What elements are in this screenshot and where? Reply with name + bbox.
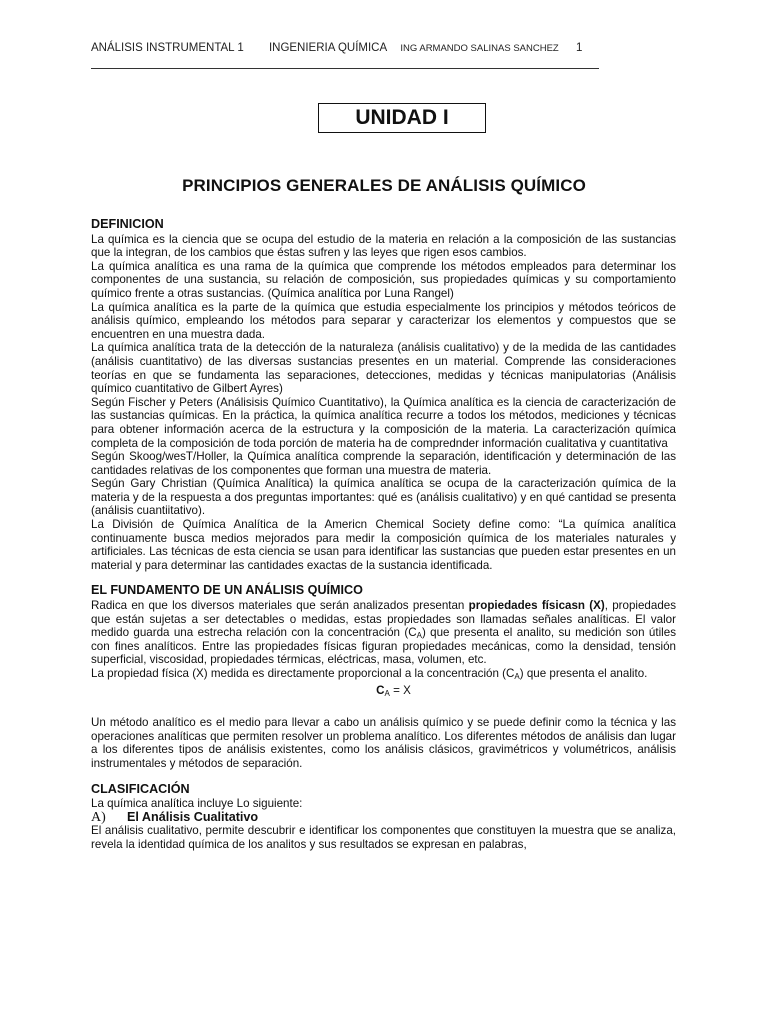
lettered-subheading <box>91 811 676 825</box>
text-run: La propiedad física (X) medida es directamente proporcional a la concentración (C <box>91 667 515 680</box>
paragraph: La División de Química Analítica de la Americn Chemical Society define como: “La química analítica continuamente busca medios mejorados para medir la composición química de los materiales naturales y artificiales. Las técnicas de esta ciencia se usan para identificar las sustancias que pueden estar presentes en un material y para determinar las cantidades exactas de la sustancia identificada. <box>91 518 676 572</box>
paragraph-proporcional <box>91 667 676 681</box>
document-body <box>91 218 676 852</box>
text-run: ) que presenta el analito, su medición son útiles con fines analíticos. Entre las propiedades físicas figuran propiedades mecánicas, como la densidad, tensión superficial, viscosidad, propiedades térmicas, eléctricas, masa, volumen, etc. <box>91 626 676 667</box>
paragraph: Según Skoog/wesT/Holler, la Química analítica comprende la separación, identificación y determinación de las cantidades relativas de los componentes que forman una muestra de materia. <box>91 450 676 477</box>
header-course: ANÁLISIS INSTRUMENTAL 1 <box>91 42 244 54</box>
bold-term: propiedades físicasn (X) <box>468 599 605 613</box>
unit-title-box: UNIDAD I <box>318 103 486 133</box>
paragraph: Según Fischer y Peters (Análisisis Químico Cuantitativo), la Química analítica es la ciencia de caracterización de las sustancias químicas. En la práctica, la química analítica recurre a todos los métodos, mediciones y técnicas para obtener información acerca de la estructura y la composición de la materia. La caracterización química completa de la composición de toda porción de materia ha de comprednder información cualitativa y cuantitativa <box>91 395 676 450</box>
spacer <box>91 700 676 716</box>
subscript: A <box>514 672 520 681</box>
formula-rest: = X <box>389 683 411 697</box>
header-author: ING ARMANDO SALINAS SANCHEZ <box>400 43 559 54</box>
paragraph-cualitativo: El análisis cualitativo, permite descubrir e identificar los componentes que constituyen la muestra que se analiza, revela la identidad química de los analitos y sus resultados se expresan en palabras, <box>91 824 676 851</box>
paragraph: Según Gary Christian (Química Analítica) la química analítica se ocupa de la caracterización química de la materia y de la respuesta a dos preguntas importantes: qué es (análisis cualitativo) y en qué cantidad se presenta (análisis cuantiitativo). <box>91 477 676 518</box>
header-career: INGENIERIA QUÍMICA <box>268 42 388 54</box>
header-rule <box>91 68 599 69</box>
formula-variable: C <box>376 683 385 697</box>
document-title: PRINCIPIOS GENERALES DE ANÁLISIS QUÍMICO <box>182 176 586 195</box>
page-header <box>91 42 676 54</box>
subscript: A <box>416 631 422 641</box>
paragraph: La química analítica trata de la detección de la naturaleza (análisis cualitativo) y de la medida de las cantidades (análisis cuantitativo) de las diversas sustancias presentes en un material. Comprende las consideraciones teorías en que se fundamenta las separaciones, detecciones, medidas y técnicas manipulatorias (Análisis químico cuantitativo de Gilbert Ayres) <box>91 341 676 396</box>
text-run: ) que presenta el analito. <box>519 667 648 680</box>
paragraph: La química analítica es una rama de la química que comprende los métodos empleados para determinar los componentes de una sustancia, su relación de composición, sus propiedades químicas y su comportamiento químico frente a otras sustancias. (Química analítica por Luna Rangel) <box>91 259 676 300</box>
section-heading-definicion: DEFINICION <box>91 217 164 231</box>
formula <box>91 684 676 698</box>
section-heading-fundamento: EL FUNDAMENTO DE UN ANÁLISIS QUÍMICO <box>91 583 363 598</box>
item-title: El Análisis Cualitativo <box>127 809 259 824</box>
text-run: , propiedades que están sujetas a ser detectables o medidas, estas propiedades son llamadas señales analíticas. El valor medido guarda una estrecha relación con la concentración (C <box>91 599 677 640</box>
spacer <box>91 771 676 783</box>
section-heading-clasificacion: CLASIFICACIÓN <box>91 781 190 796</box>
formula-subscript: A <box>384 688 390 698</box>
paragraph: La química analítica es la parte de la química que estudia especialmente los principios y métodos teóricos de análisis químico, empleando los métodos para separar y caracterizar los elementos y compuestos que se encuentren en una muestra dada. <box>91 300 676 341</box>
paragraph-intro: La química analítica incluye Lo siguiente: <box>91 797 303 811</box>
paragraph-fundamento <box>91 599 676 667</box>
paragraph-metodo: Un método analítico es el medio para llevar a cabo un análisis químico y se puede definir como la técnica y las operaciones analíticas que permiten resolver un problema analítico. Los diferentes métodos de análisis dan lugar a los diferentes tipos de análisis existentes, como los análisis clásicos, gravimétricos y volumétricos, análisis instrumentales y métodos de separación. <box>91 716 676 770</box>
text-run: Radica en que los diversos materiales que serán analizados presentan <box>91 599 469 613</box>
header-page-number: 1 <box>575 42 583 54</box>
paragraph: La química es la ciencia que se ocupa del estudio de la materia en relación a la composición de las sustancias que la integran, de los cambios que éstas sufren y las leyes que rigen esos cambios. <box>91 232 676 260</box>
item-letter: A) <box>91 809 106 825</box>
